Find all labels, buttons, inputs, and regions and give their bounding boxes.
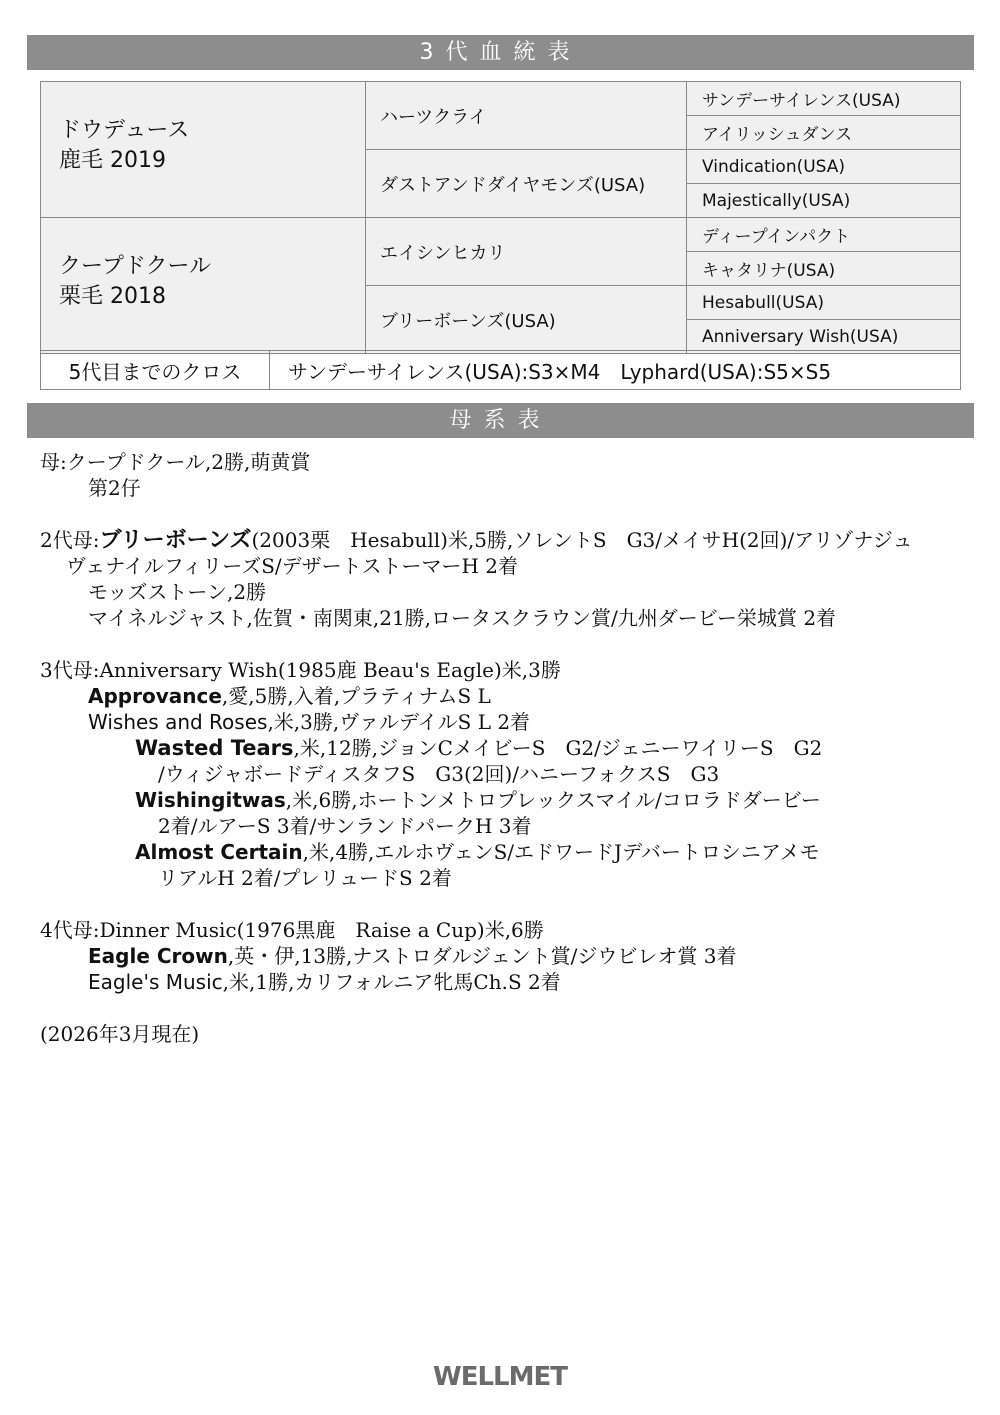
family-line: Wishingitwas,米,6勝,ホートンメトロプレックスマイル/コロラドダービー	[135, 788, 821, 812]
dd-dam-cell: Anniversary Wish(USA)	[687, 320, 961, 354]
sire-dam-cell: アイリッシュダンス	[687, 116, 961, 150]
ds-sire-cell: ディープインパクト	[687, 218, 961, 252]
family-line: /ウィジャボードディスタフS G3(2回)/ハニーフォクスS G3	[158, 762, 720, 786]
dam-coat-year: 栗毛 2018	[59, 284, 166, 309]
horse-name: Eagle's Music	[88, 970, 223, 994]
family-line: マイネルジャスト,佐賀・南関東,21勝,ロータスクラウン賞/九州ダービー栄城賞 2着	[88, 606, 837, 630]
sds-sire-cell: Vindication(USA)	[687, 150, 961, 184]
family-line: 3代母:Anniversary Wish(1985鹿 Beau's Eagle)米,3勝	[40, 658, 561, 682]
family-line: リアルH 2着/プレリュードS 2着	[158, 866, 452, 890]
family-line: 第2仔	[88, 476, 141, 500]
family-line: Almost Certain,米,4勝,エルホヴェンS/エドワードJデバートロシニアメモ	[135, 840, 820, 864]
family-line: ヴェナイルフィリーズS/デザートストーマーH 2着	[66, 554, 518, 578]
cross-table	[40, 350, 961, 390]
dam-name: クープドクール	[59, 254, 212, 279]
gen2-label: 2代母:	[40, 528, 100, 552]
dam-dam-cell: ブリーボーンズ(USA)	[366, 286, 687, 354]
cross-value: サンデーサイレンス(USA):S3×M4 Lyphard(USA):S5×S5	[270, 351, 961, 390]
horse-name: Wasted Tears	[135, 736, 294, 760]
horse-name: Wishes and Roses	[88, 710, 268, 734]
as-of-date: (2026年3月現在)	[40, 1022, 200, 1046]
horse-name: Approvance	[88, 684, 222, 708]
cross-label: 5代目までのクロス	[41, 351, 270, 390]
family-line: 4代母:Dinner Music(1976黒鹿 Raise a Cup)米,6勝	[40, 918, 544, 942]
family-line: 2着/ルアーS 3着/サンランドパークH 3着	[158, 814, 532, 838]
family-line: Wishes and Roses,米,3勝,ヴァルデイルS L 2着	[88, 710, 531, 734]
horse-name: Wishingitwas	[135, 788, 286, 812]
dam-sire-cell: エイシンヒカリ	[366, 218, 687, 286]
family-line: Wasted Tears,米,12勝,ジョンCメイビーS G2/ジェニーワイリーS G2	[135, 736, 823, 760]
horse-cell	[41, 82, 366, 218]
gen2-detail: (2003栗 Hesabull)米,5勝,ソレントS G3/メイサH(2回)/アリゾナジュ	[251, 528, 913, 552]
family-line: 母:クープドクール,2勝,萌黄賞	[40, 450, 311, 474]
female-line-header: 母系表	[27, 403, 974, 438]
family-line	[40, 527, 970, 553]
horse-name: Eagle Crown	[88, 944, 228, 968]
wellmet-logo: WELLMET	[433, 1362, 567, 1392]
pedigree-header: 3代血統表	[27, 35, 974, 70]
dd-sire-cell: Hesabull(USA)	[687, 286, 961, 320]
horse-coat-year: 鹿毛 2019	[59, 148, 166, 173]
family-line: モッズストーン,2勝	[88, 580, 267, 604]
sire-sire-cell: サンデーサイレンス(USA)	[687, 82, 961, 116]
dam-cell	[41, 218, 366, 354]
family-line: Eagle Crown,英・伊,13勝,ナストロダルジェント賞/ジウビレオ賞 3着	[88, 944, 737, 968]
family-line: Approvance,愛,5勝,入着,プラティナムS L	[88, 684, 491, 708]
sds-dam-cell: Majestically(USA)	[687, 184, 961, 218]
sire-cell: ハーツクライ	[366, 82, 687, 150]
gen2-dam-name: ブリーボーンズ	[99, 528, 252, 553]
family-line: Eagle's Music,米,1勝,カリフォルニア牝馬Ch.S 2着	[88, 970, 561, 994]
horse-name: Almost Certain	[135, 840, 303, 864]
female-line-text	[40, 449, 970, 1047]
ds-dam-cell: キャタリナ(USA)	[687, 252, 961, 286]
horse-name: ドウデュース	[59, 118, 190, 143]
sire-dam-sire-cell: ダストアンドダイヤモンズ(USA)	[366, 150, 687, 218]
pedigree-table	[40, 81, 961, 354]
